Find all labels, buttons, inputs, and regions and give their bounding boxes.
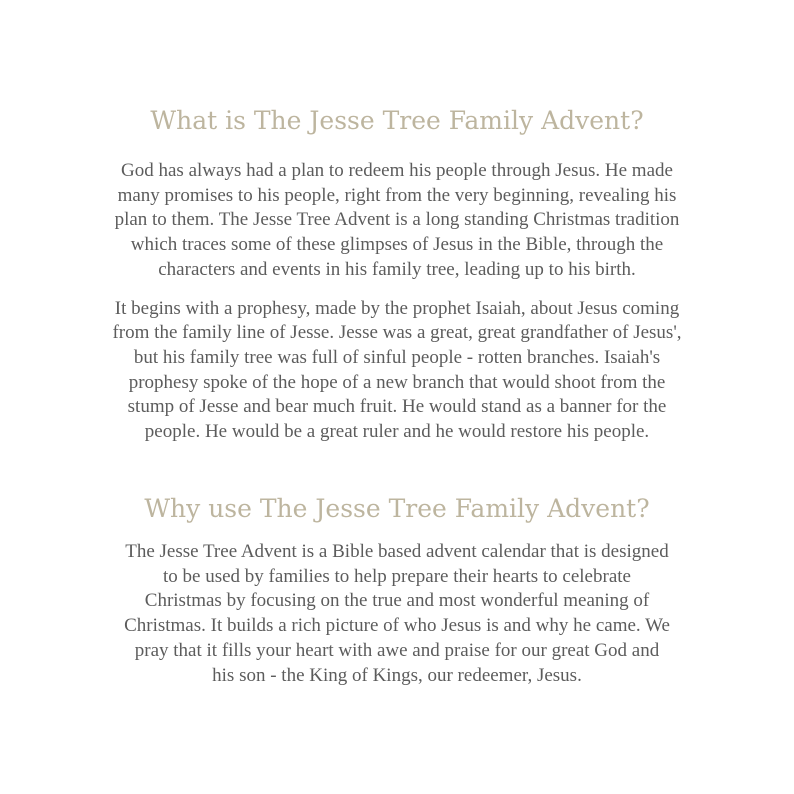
section-what-is bbox=[0, 104, 794, 445]
text-line: characters and events in his family tree, leading up to his birth. bbox=[158, 258, 636, 280]
text-line: but his family tree was full of sinful people - rotten branches. Isaiah's bbox=[133, 346, 661, 368]
heading-why-use: Why use The Jesse Tree Family Advent? bbox=[144, 494, 650, 523]
text-line: prophesy spoke of the hope of a new branch that would shoot from the bbox=[128, 371, 666, 393]
text-line: to be used by families to help prepare their hearts to celebrate bbox=[163, 565, 631, 587]
text-line: many promises to his people, right from the very beginning, revealing his bbox=[117, 184, 677, 206]
text-line: Christmas by focusing on the true and most wonderful meaning of bbox=[144, 590, 650, 612]
text-line: stump of Jesse and bear much fruit. He would stand as a banner for the bbox=[127, 396, 667, 418]
text-line: from the family line of Jesse. Jesse was a great, great grandfather of Jesus', bbox=[112, 322, 682, 344]
paragraph-plan bbox=[0, 159, 794, 283]
text-line: pray that it fills your heart with awe and praise for our great God and bbox=[134, 639, 660, 661]
text-line: God has always had a plan to redeem his people through Jesus. He made bbox=[121, 160, 673, 181]
paragraph-prophesy bbox=[0, 297, 794, 445]
paragraph-advent-calendar bbox=[0, 540, 794, 688]
text-line: Christmas. It builds a rich picture of who Jesus is and why he came. We bbox=[124, 615, 670, 637]
text-line: his son - the King of Kings, our redeemer, Jesus. bbox=[212, 664, 582, 686]
text-line: The Jesse Tree Advent is a Bible based advent calendar that is designed bbox=[125, 541, 669, 562]
text-line: It begins with a prophesy, made by the prophet Isaiah, about Jesus coming bbox=[114, 297, 680, 319]
text-line: plan to them. The Jesse Tree Advent is a long standing Christmas tradition bbox=[114, 209, 680, 231]
section-why-use bbox=[0, 492, 794, 688]
text-line: people. He would be a great ruler and he would restore his people. bbox=[144, 421, 650, 443]
heading-what-is: What is The Jesse Tree Family Advent? bbox=[150, 106, 644, 135]
text-line: which traces some of these glimpses of Jesus in the Bible, through the bbox=[130, 234, 664, 256]
